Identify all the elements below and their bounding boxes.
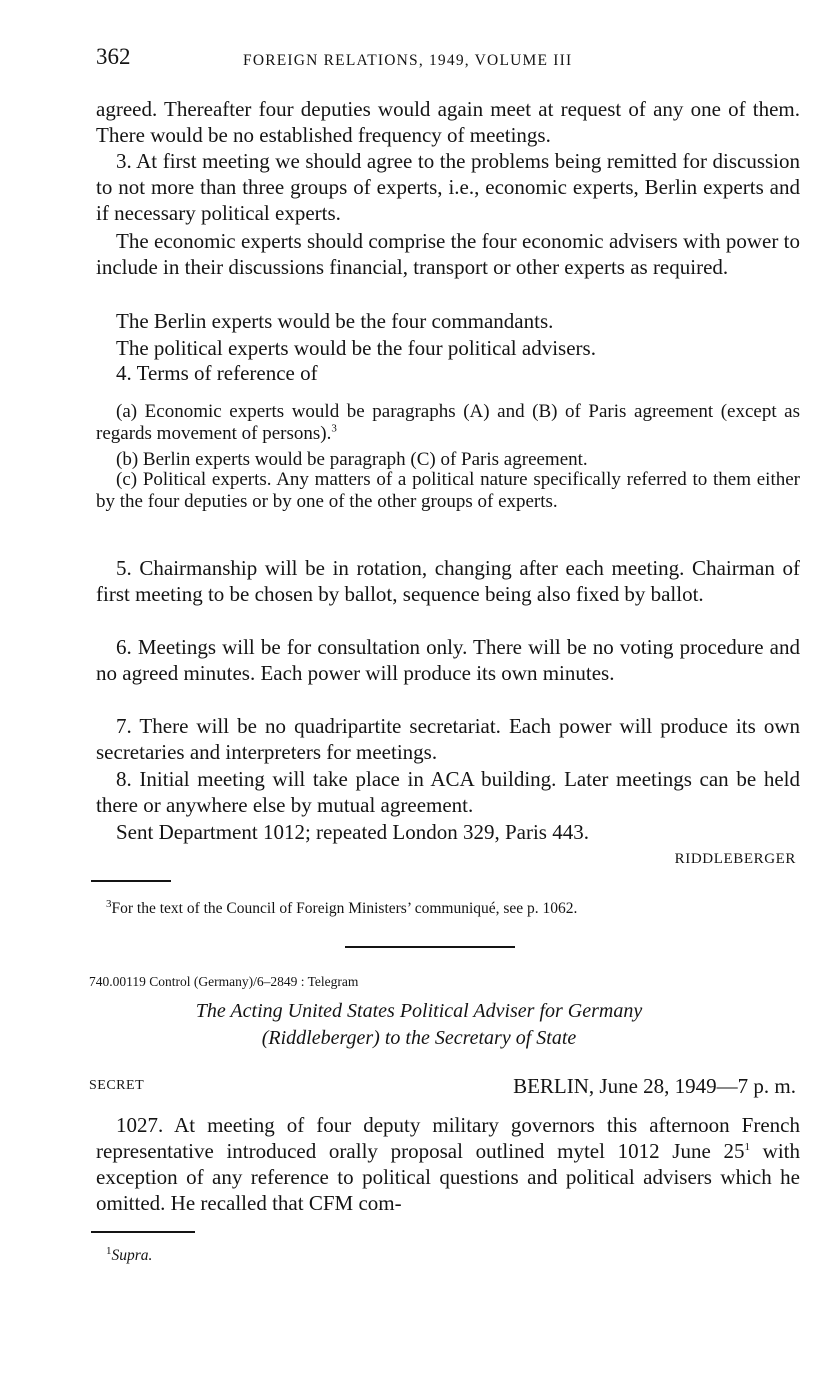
paragraph-7: 7. There will be no quadripartite secretariat. Each power will produce its own secretaries and interpreters for meetings. xyxy=(96,714,800,764)
section-divider xyxy=(345,946,515,948)
paragraph-economic-experts: The economic experts should comprise the four economic advisers with power to include in their discussions financial, transport or other experts as required. xyxy=(96,229,800,279)
paragraph-6: 6. Meetings will be for consultation only. There will be no voting procedure and no agreed minutes. Each power will produce its own minutes. xyxy=(96,635,800,685)
list-item-a-text: (a) Economic experts would be paragraphs (A) and (B) of Paris agreement (except as regards movement of persons). xyxy=(96,401,800,444)
footnote-ref-3: 3 xyxy=(331,422,337,435)
list-item-b: (b) Berlin experts would be paragraph (C) of Paris agreement. xyxy=(116,449,588,470)
footnote-3 xyxy=(106,897,578,918)
signature: RIDDLEBERGER xyxy=(674,851,796,867)
paragraph-8: 8. Initial meeting will take place in ACA building. Later meetings can be held there or anywhere else by mutual agreement. xyxy=(96,767,800,817)
telegram-paragraph xyxy=(96,1112,800,1216)
footnote-ref-1: 1 xyxy=(744,1141,750,1153)
paragraph-berlin-experts: The Berlin experts would be the four commandants. xyxy=(116,309,554,333)
paragraph-continuation: agreed. Thereafter four deputies would again meet at request of any one of them. There would be no established frequency of meetings. xyxy=(96,97,800,147)
paragraph-political-experts: The political experts would be the four political advisers. xyxy=(116,336,596,360)
telegram-text-1: 1027. At meeting of four deputy military governors this afternoon French representative introduced orally proposal outlined mytel 1012 June 25 xyxy=(96,1113,800,1163)
paragraph-5: 5. Chairmanship will be in rotation, changing after each meeting. Chairman of first meeting to be chosen by ballot, sequence being also fixed by ballot. xyxy=(96,556,800,606)
footnote-3-marker: 3 xyxy=(106,897,112,910)
footnote-rule xyxy=(91,880,171,882)
classification: SECRET xyxy=(89,1078,145,1093)
footnote-3-text: For the text of the Council of Foreign Ministers’ communiqué, see p. 1062. xyxy=(111,900,578,917)
paragraph-3: 3. At first meeting we should agree to the problems being remitted for discussion to not more than three groups of experts, i.e., economic experts, Berlin experts and if necessary political experts. xyxy=(96,149,800,225)
list-item-c: (c) Political experts. Any matters of a political nature specifically referred to them either by the four deputies or by one of the other groups of experts. xyxy=(96,469,800,512)
footnote-1-marker: 1 xyxy=(106,1244,112,1257)
telegram-text-2: with exception of any reference to political questions and political advisers which he omitted. He recalled that CFM com- xyxy=(96,1139,801,1215)
running-header: FOREIGN RELATIONS, 1949, VOLUME III xyxy=(243,52,573,69)
footnote-rule-2 xyxy=(91,1231,195,1233)
page-number: 362 xyxy=(96,44,131,69)
paragraph-4: 4. Terms of reference of xyxy=(116,361,318,385)
list-item-a xyxy=(96,401,800,445)
dateline: BERLIN, June 28, 1949—7 p. m. xyxy=(513,1074,796,1098)
footnote-1 xyxy=(106,1244,153,1265)
file-reference: 740.00119 Control (Germany)/6–2849 : Telegram xyxy=(89,974,359,989)
sent-line: Sent Department 1012; repeated London 329, Paris 443. xyxy=(116,820,589,844)
footnote-1-text: Supra. xyxy=(111,1247,153,1264)
document-title-line-2: (Riddleberger) to the Secretary of State xyxy=(261,1027,577,1049)
document-title-line-1: The Acting United States Political Adviser for Germany xyxy=(195,1000,643,1022)
